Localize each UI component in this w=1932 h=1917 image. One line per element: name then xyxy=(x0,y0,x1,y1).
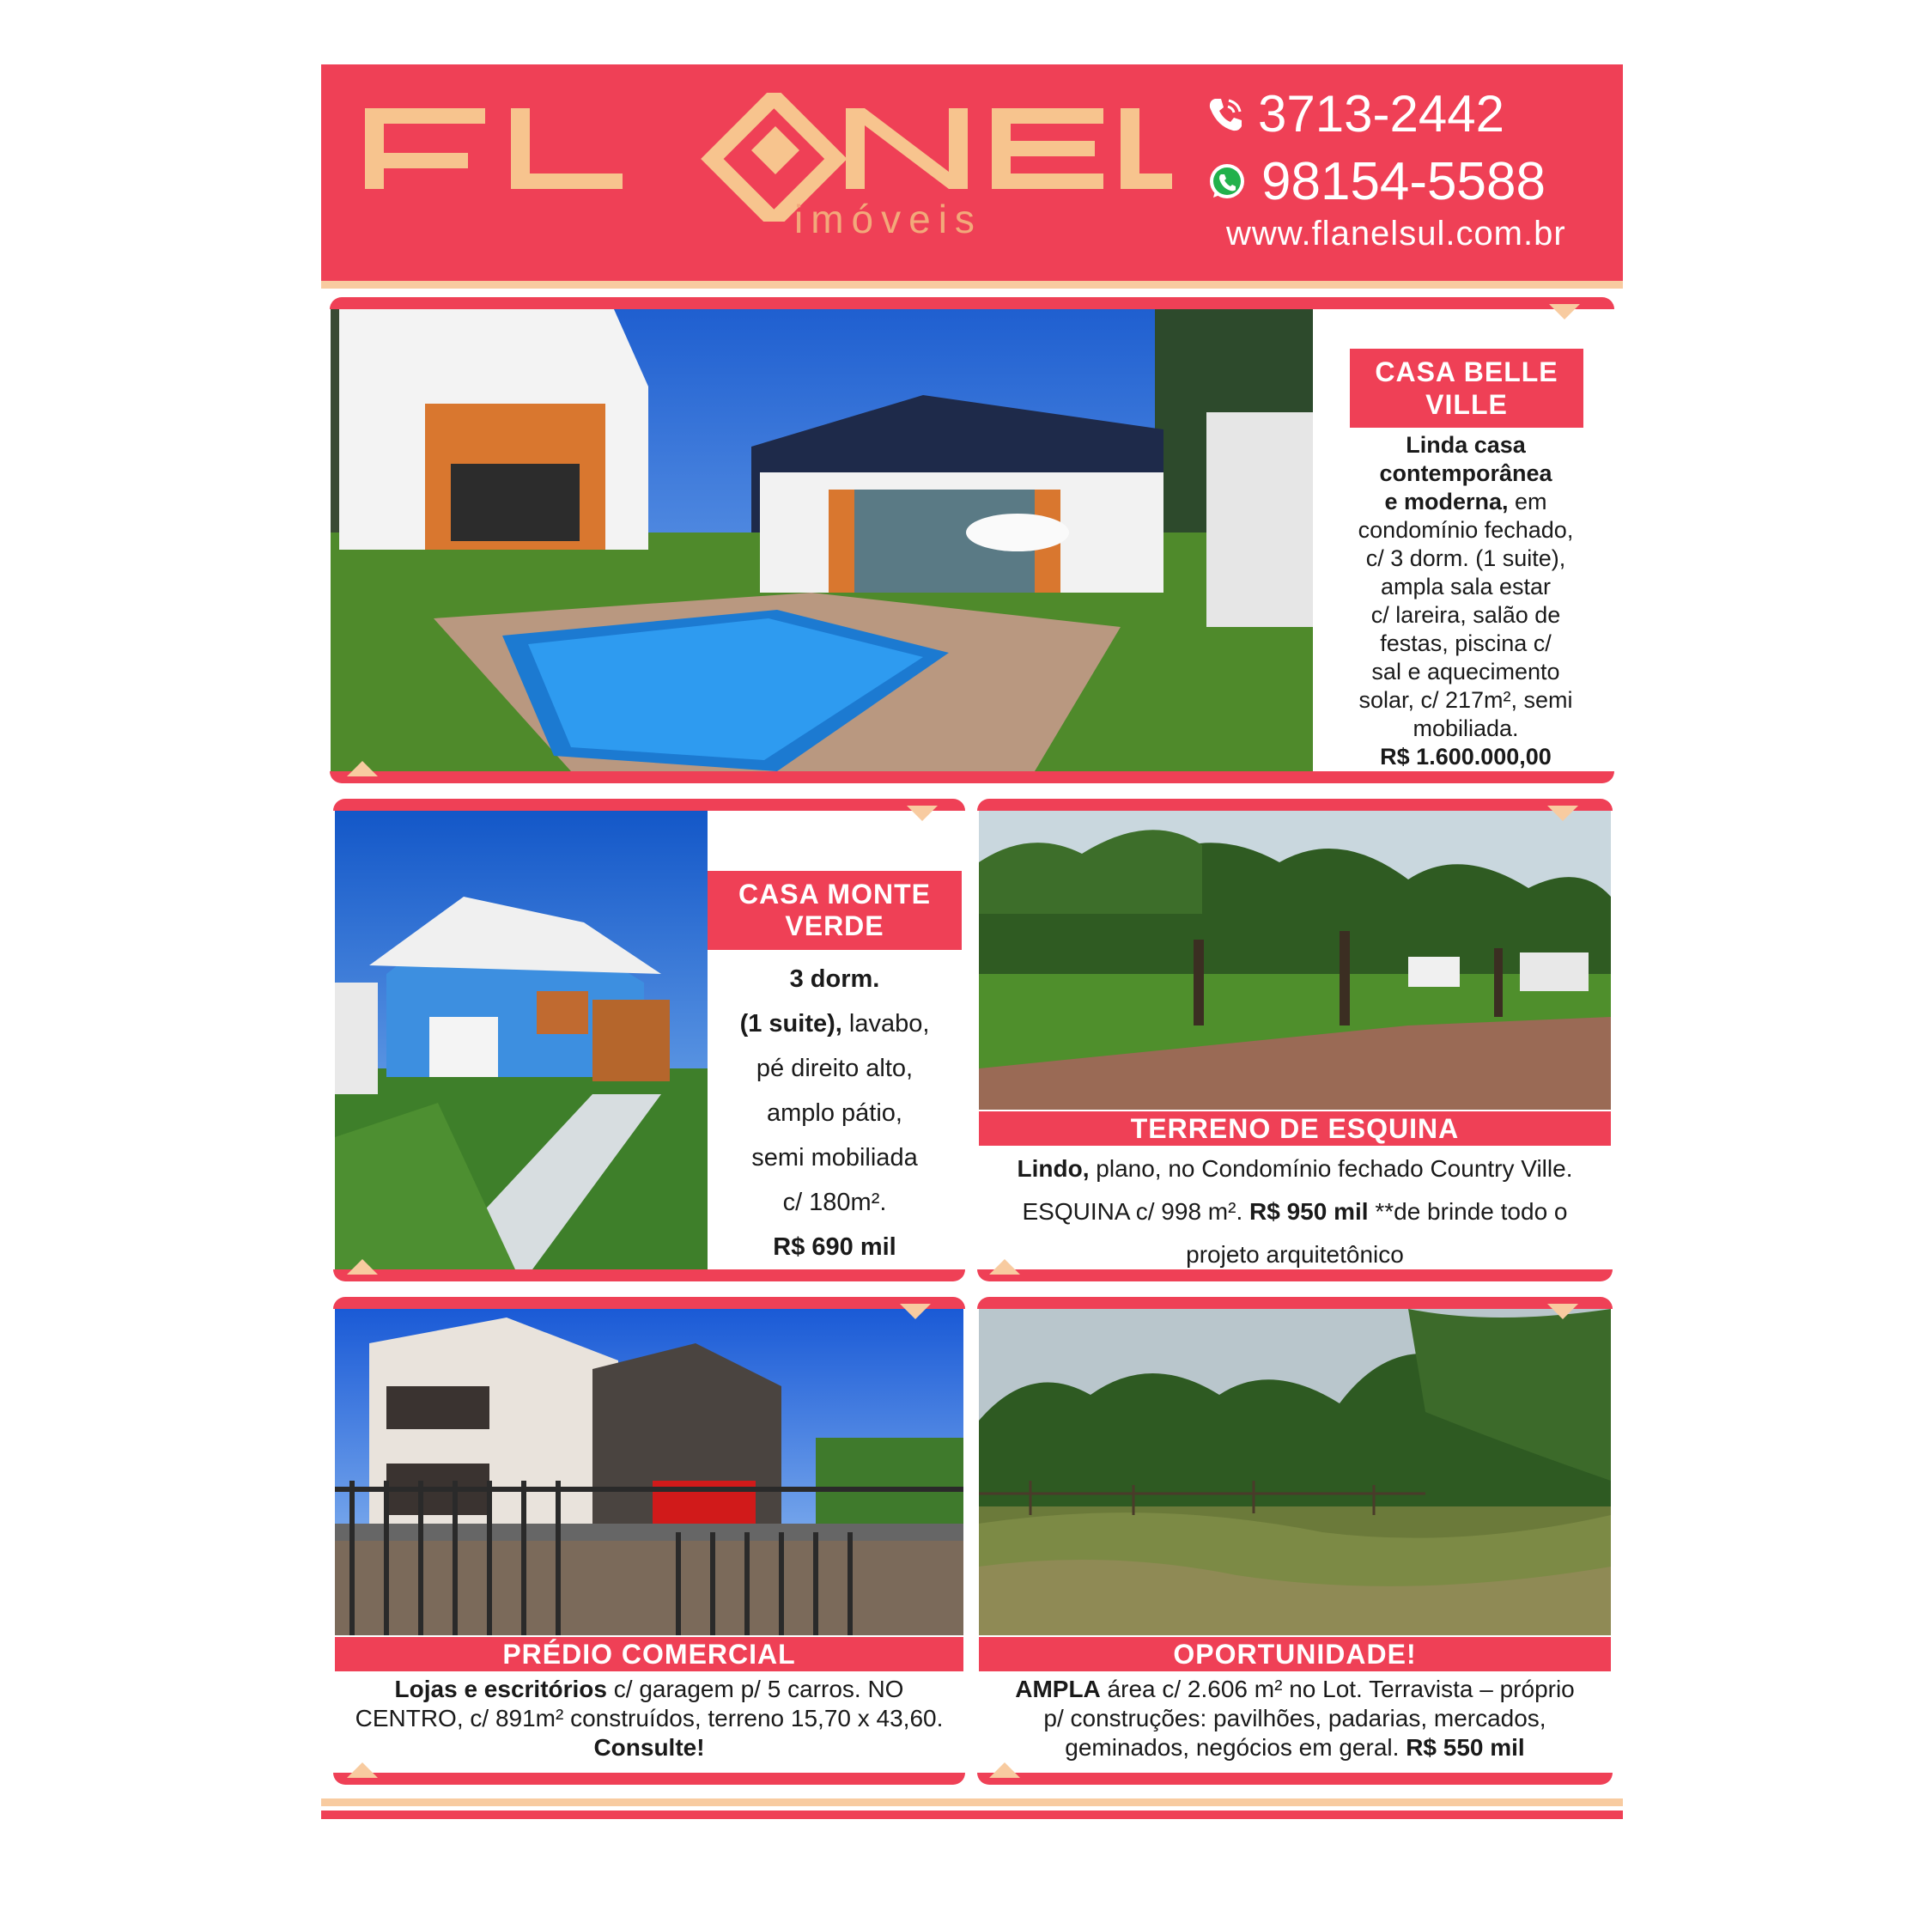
monte-verde-title: CASA MONTE VERDE xyxy=(708,871,962,950)
footer-stripe xyxy=(321,1798,1623,1806)
logo-subtitle: imóveis xyxy=(794,197,982,241)
corner-marker xyxy=(1547,1304,1578,1319)
whatsapp-icon xyxy=(1206,161,1248,203)
corner-marker xyxy=(907,806,938,821)
website-link[interactable]: www.flanelsul.com.br xyxy=(1226,215,1566,253)
phone-number: 3713-2442 xyxy=(1258,85,1504,143)
corner-marker xyxy=(347,1762,378,1778)
predio-comercial-description: Lojas e escritórios c/ garagem p/ 5 carros. NO CENTRO, c/ 891m² construídos, terreno 15,70 x 43,60. Consulte! xyxy=(355,1676,944,1761)
oportunidade-title: OPORTUNIDADE! xyxy=(979,1637,1611,1671)
footer-bar xyxy=(321,1810,1623,1819)
belle-ville-title: CASA BELLE VILLE xyxy=(1350,349,1583,428)
terreno-esquina-photo xyxy=(979,811,1611,1110)
corner-marker xyxy=(347,761,378,776)
terreno-esquina-price: R$ 950 mil xyxy=(1249,1198,1369,1225)
whatsapp-line[interactable] xyxy=(1206,151,1546,212)
corner-marker xyxy=(347,1259,378,1275)
listing-card-belle-ville xyxy=(330,297,1614,783)
header-stripe xyxy=(321,281,1623,289)
oportunidade-description: AMPLA área c/ 2.606 m² no Lot. Terravista – próprio p/ construções: pavilhões, padarias, mercados, geminados, negócios em geral. R$ 550 mil xyxy=(1015,1676,1575,1761)
flanel-logo xyxy=(365,93,1172,222)
monte-verde-photo xyxy=(335,811,708,1269)
belle-ville-description: Linda casa contemporânea e moderna, em condomínio fechado, c/ 3 dorm. (1 suite), ampla sala estar c/ lareira, salão de festas, piscina c/ sal e aquecimento solar, c/ 217m², semi mobiliada. R$ 1.600.000,00 xyxy=(1358,432,1574,770)
corner-marker xyxy=(989,1762,1020,1778)
monte-verde-description: 3 dorm. (1 suite), lavabo, pé direito alto, amplo pátio, semi mobiliada c/ 180m². R$ 690 mil xyxy=(739,965,930,1261)
predio-comercial-title: PRÉDIO COMERCIAL xyxy=(335,1637,963,1671)
corner-marker xyxy=(1549,304,1580,320)
listing-card-oportunidade xyxy=(977,1297,1613,1785)
listing-card-predio-comercial xyxy=(333,1297,965,1785)
belle-ville-photo xyxy=(331,309,1313,771)
predio-comercial-photo xyxy=(335,1309,963,1635)
corner-marker xyxy=(900,1304,931,1319)
listing-card-monte-verde xyxy=(333,799,965,1281)
monte-verde-price: R$ 690 mil xyxy=(773,1233,896,1261)
phone-icon xyxy=(1206,95,1244,133)
corner-marker xyxy=(1547,806,1578,821)
terreno-esquina-title: TERRENO DE ESQUINA xyxy=(979,1111,1611,1146)
phone-line[interactable] xyxy=(1206,84,1504,143)
whatsapp-number: 98154-5588 xyxy=(1261,152,1546,211)
listing-card-terreno-esquina xyxy=(977,799,1613,1281)
oportunidade-price: R$ 550 mil xyxy=(1406,1734,1525,1761)
terreno-esquina-description: Lindo, plano, no Condomínio fechado Country Ville. ESQUINA c/ 998 m². R$ 950 mil **de brinde todo o projeto arquitetônico xyxy=(1017,1155,1573,1268)
belle-ville-price: R$ 1.600.000,00 xyxy=(1380,744,1552,770)
oportunidade-photo xyxy=(979,1309,1611,1635)
